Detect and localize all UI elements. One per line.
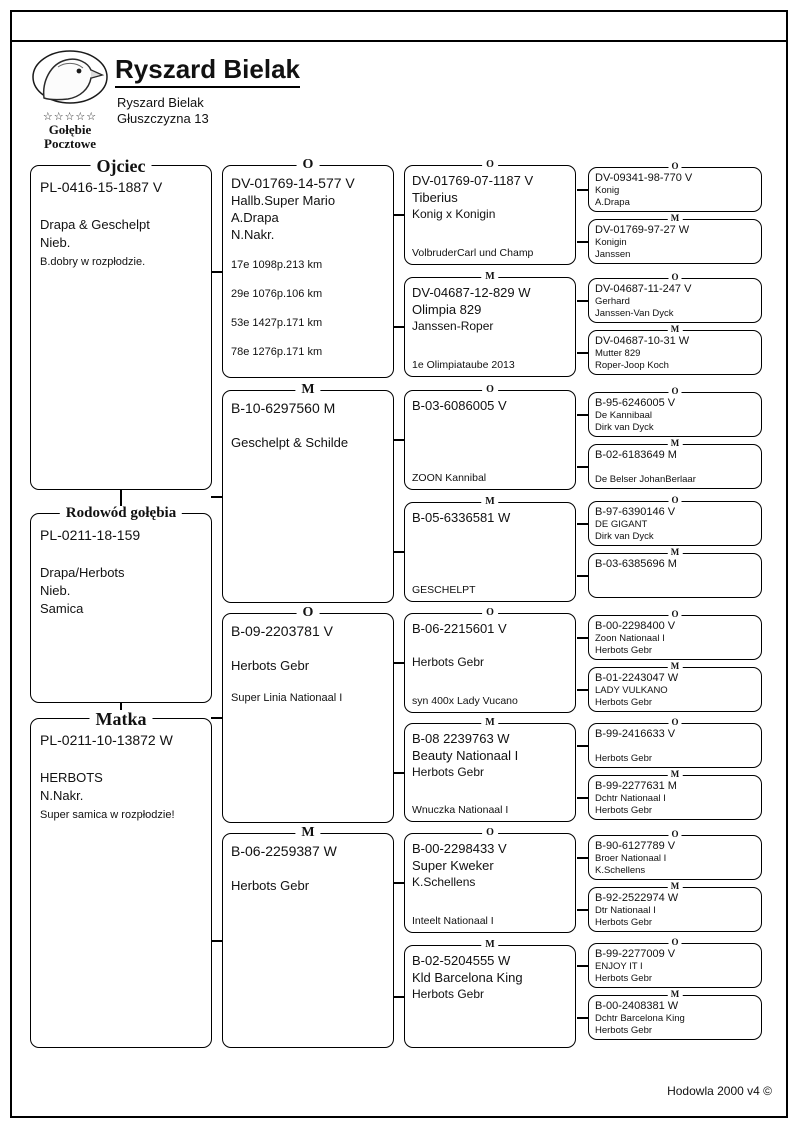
loft-logo [26, 48, 114, 151]
gen4-box-2 [588, 213, 762, 264]
ring-number: B-06-2259387 W [231, 843, 337, 859]
ring-number: DV-09341-98-770 V [595, 172, 693, 184]
breeder-name: Janssen-Van Dyck [595, 308, 674, 319]
gen3-box-6 [404, 717, 576, 822]
ring-number: B-92-2522974 W [595, 892, 679, 904]
gen4-box-15 [588, 937, 762, 988]
ring-number: B-95-6246005 V [595, 397, 676, 409]
breeder-name: De Belser JohanBerlaar [595, 474, 696, 485]
breeder-name: Herbots Gebr [231, 658, 310, 673]
pigeon-name: Dchtr Barcelona King [595, 1013, 685, 1024]
sex-legend: M [481, 497, 498, 507]
breeder-name: Herbots Gebr [595, 697, 653, 708]
pigeon-name [231, 860, 385, 877]
father-box [30, 156, 212, 490]
pigeon-note: Super Linia Nationaal I [231, 692, 343, 704]
breeder-name [412, 431, 568, 447]
pigeon-logo-icon [30, 48, 110, 106]
gen4-box-11 [588, 717, 762, 768]
sex-legend: M [668, 770, 683, 779]
pigeon-name: Mutter 829 [595, 348, 641, 359]
pigeon-name: Dchtr Nationaal I [595, 793, 666, 804]
ring-number: B-08 2239763 W [412, 731, 510, 746]
pigeon-name [595, 462, 755, 474]
pigeon-name: Dtr Nationaal I [595, 905, 656, 916]
breeder-name: Dirk van Dyck [595, 531, 654, 542]
sex-legend: M [295, 383, 320, 397]
gen4-box-8 [588, 547, 762, 598]
pigeon-description-line: N.Nakr. [40, 788, 84, 803]
header-separator [10, 40, 788, 42]
gen4-box-6 [588, 438, 762, 489]
ring-number: B-00-2298433 V [412, 841, 507, 856]
gen4-box-3 [588, 272, 762, 323]
ring-number: DV-01769-07-1187 V [412, 173, 534, 188]
pigeon-name: Kld Barcelona King [412, 970, 523, 985]
ring-number: DV-01769-97-27 W [595, 224, 690, 236]
owner-name: Ryszard Bielak [117, 95, 204, 110]
sex-legend: O [668, 496, 681, 505]
gen2-box-1 [222, 157, 394, 378]
pigeon-description-line: Nieb. [40, 235, 71, 250]
sex-legend: O [668, 718, 681, 727]
pigeon-name: LADY VULKANO [595, 685, 668, 696]
gen4-box-10 [588, 661, 762, 712]
owner-address: Głuszczyzna 13 [117, 111, 209, 126]
father-legend: Ojciec [91, 157, 152, 175]
ring-number: B-02-5204555 W [412, 953, 511, 968]
race-result: 53e 1427p.171 km [231, 317, 323, 329]
breeder-name: Herbots Gebr [595, 973, 653, 984]
breeder-name: Herbots Gebr [412, 987, 485, 1001]
sex-legend: M [668, 439, 683, 448]
gen4-box-4 [588, 324, 762, 375]
pigeon-note: Wnuczka Nationaal I [412, 804, 509, 816]
breeder-name: Herbots Gebr [231, 878, 310, 893]
gen2-box-3 [222, 605, 394, 823]
subject-legend: Rodowód gołębia [60, 506, 182, 521]
sex-legend: M [481, 272, 498, 282]
race-result: 29e 1076p.106 km [231, 288, 323, 300]
pigeon-name: Konigin [595, 237, 627, 248]
ring-number: B-05-6336581 W [412, 510, 511, 525]
pigeon-name: Broer Nationaal I [595, 853, 667, 864]
sex-legend: M [668, 214, 683, 223]
pigeon-name: Tiberius [412, 190, 458, 205]
gen4-box-5 [588, 386, 762, 437]
ring-number: DV-04687-12-829 W [412, 285, 531, 300]
pigeon-name [231, 417, 385, 434]
breeder-name: Herbots Gebr [595, 753, 653, 764]
pigeon-note: syn 400x Lady Vucano [412, 695, 518, 707]
ring-number: PL-0211-18-159 [40, 527, 141, 543]
sex-legend: O [668, 610, 681, 619]
pigeon-note: VolbruderCarl und Champ [412, 247, 534, 259]
mother-box [30, 709, 212, 1048]
sex-legend: O [668, 162, 681, 171]
logo-stars: ☆☆☆☆☆ [42, 111, 98, 123]
subject-box [30, 505, 212, 703]
pigeon-name: Olimpia 829 [412, 302, 482, 317]
breeder-name: Herbots Gebr [412, 765, 485, 779]
ring-number: B-00-2298400 V [595, 620, 676, 632]
sex-legend: M [481, 940, 498, 950]
ring-number: DV-01769-14-577 V [231, 175, 355, 191]
ring-number: DV-04687-10-31 W [595, 335, 690, 347]
ring-number: B-06-2215601 V [412, 621, 507, 636]
gen3-box-1 [404, 159, 576, 265]
breeder-name [412, 543, 568, 559]
ring-number: B-02-6183649 M [595, 449, 677, 461]
breeding-note: Super samica w rozpłodzie! [40, 809, 175, 821]
page-title: Ryszard Bielak [115, 54, 300, 88]
pigeon-name: Zoon Nationaal I [595, 633, 665, 644]
sex-legend: O [482, 608, 498, 618]
software-credit: Hodowla 2000 v4 © [667, 1084, 772, 1098]
gen4-box-7 [588, 495, 762, 546]
breeder-name: Herbots Gebr [595, 645, 653, 656]
sex-legend: O [482, 385, 498, 395]
breeder-name: Herbots Gebr [412, 655, 485, 669]
breeder-name: Janssen [595, 249, 631, 260]
sex-legend: M [668, 882, 683, 891]
sex-legend: O [668, 938, 681, 947]
pigeon-description-line: Drapa & Geschelpt [40, 217, 150, 232]
ring-number: B-00-2408381 W [595, 1000, 679, 1012]
pigeon-name [412, 526, 568, 543]
pigeon-name [231, 640, 385, 657]
pigeon-note: GESCHELPT [412, 584, 476, 596]
breeding-note: B.dobry w rozpłodzie. [40, 256, 146, 268]
breeder-name: Herbots Gebr [595, 917, 653, 928]
logo-name-line2: Pocztowe [44, 136, 96, 151]
pigeon-note: ZOON Kannibal [412, 472, 487, 484]
pigeon-name [412, 414, 568, 431]
pigeon-description-line: Samica [40, 601, 84, 616]
gen2-box-2 [222, 382, 394, 603]
breeder-name: Herbots Gebr [595, 1025, 653, 1036]
pigeon-name: Hallb.Super Mario [231, 193, 336, 208]
breeder-name: Roper-Joop Koch [595, 360, 669, 371]
breeder-name: Konig x Konigin [412, 207, 496, 221]
sex-legend: M [668, 548, 683, 557]
gen3-box-4 [404, 496, 576, 602]
pigeon-name: Konig [595, 185, 620, 196]
pigeon-name [595, 741, 755, 753]
breeder-name: Geschelpt & Schilde [231, 435, 349, 450]
pigeon-name: ENJOY IT I [595, 961, 643, 972]
sex-legend: O [668, 387, 681, 396]
gen3-box-7 [404, 827, 576, 933]
gen3-box-2 [404, 271, 576, 377]
sex-legend: O [668, 830, 681, 839]
breeder-name: Janssen-Roper [412, 319, 494, 333]
gen4-box-14 [588, 881, 762, 932]
pigeon-name: Gerhard [595, 296, 630, 307]
pigeon-name [412, 637, 568, 654]
sex-legend: O [297, 158, 320, 172]
pigeon-description-line: HERBOTS [40, 770, 103, 785]
ring-number: B-97-6390146 V [595, 506, 676, 518]
pigeon-description-line: Drapa/Herbots [40, 565, 125, 580]
gen4-box-1 [588, 161, 762, 212]
ring-number: PL-0211-10-13872 W [40, 732, 173, 748]
ring-number: B-99-2277009 V [595, 948, 676, 960]
breeder-name: Dirk van Dyck [595, 422, 654, 433]
ring-number: B-99-2416633 V [595, 728, 676, 740]
sex-legend: M [481, 718, 498, 728]
pigeon-note: Inteelt Nationaal I [412, 915, 494, 927]
sex-legend: O [668, 273, 681, 282]
pigeon-description-line: N.Nakr. [231, 227, 275, 242]
race-result: 17e 1098p.213 km [231, 259, 323, 271]
gen3-box-3 [404, 384, 576, 490]
pigeon-name [595, 571, 755, 583]
sex-legend: O [482, 160, 498, 170]
logo-name-line1: Gołębie [48, 122, 92, 137]
ring-number: B-03-6385696 M [595, 558, 677, 570]
race-result: 78e 1276p.171 km [231, 346, 323, 358]
sex-legend: M [668, 325, 683, 334]
gen4-box-9 [588, 609, 762, 660]
breeder-name: Herbots Gebr [595, 805, 653, 816]
gen4-box-13 [588, 829, 762, 880]
ring-number: B-09-2203781 V [231, 623, 333, 639]
ring-number: B-01-2243047 W [595, 672, 679, 684]
breeder-name: A.Drapa [231, 210, 279, 225]
breeder-name [595, 583, 755, 595]
breeder-name: K.Schellens [412, 875, 476, 889]
pigeon-name: Super Kweker [412, 858, 494, 873]
ring-number: B-10-6297560 M [231, 400, 336, 416]
ring-number: PL-0416-15-1887 V [40, 179, 163, 195]
sex-legend: O [297, 606, 320, 620]
pigeon-note: 1e Olimpiataube 2013 [412, 359, 515, 371]
breeder-name: K.Schellens [595, 865, 646, 876]
sex-legend: M [668, 990, 683, 999]
mother-legend: Matka [90, 710, 153, 728]
pigeon-name: De Kannibaal [595, 410, 653, 421]
breeder-name: A.Drapa [595, 197, 630, 208]
ring-number: B-99-2277631 M [595, 780, 677, 792]
pigeon-name: Beauty Nationaal I [412, 748, 519, 763]
gen2-box-4 [222, 825, 394, 1048]
gen4-box-16 [588, 989, 762, 1040]
sex-legend: M [295, 826, 320, 840]
ring-number: B-03-6086005 V [412, 398, 507, 413]
ring-number: B-90-6127789 V [595, 840, 676, 852]
sex-legend: M [668, 662, 683, 671]
pigeon-description-line: Nieb. [40, 583, 71, 598]
gen4-box-12 [588, 769, 762, 820]
gen3-box-8 [404, 939, 576, 1048]
gen3-box-5 [404, 607, 576, 713]
sex-legend: O [482, 828, 498, 838]
ring-number: DV-04687-11-247 V [595, 283, 692, 295]
pigeon-name: DE GIGANT [595, 519, 648, 530]
